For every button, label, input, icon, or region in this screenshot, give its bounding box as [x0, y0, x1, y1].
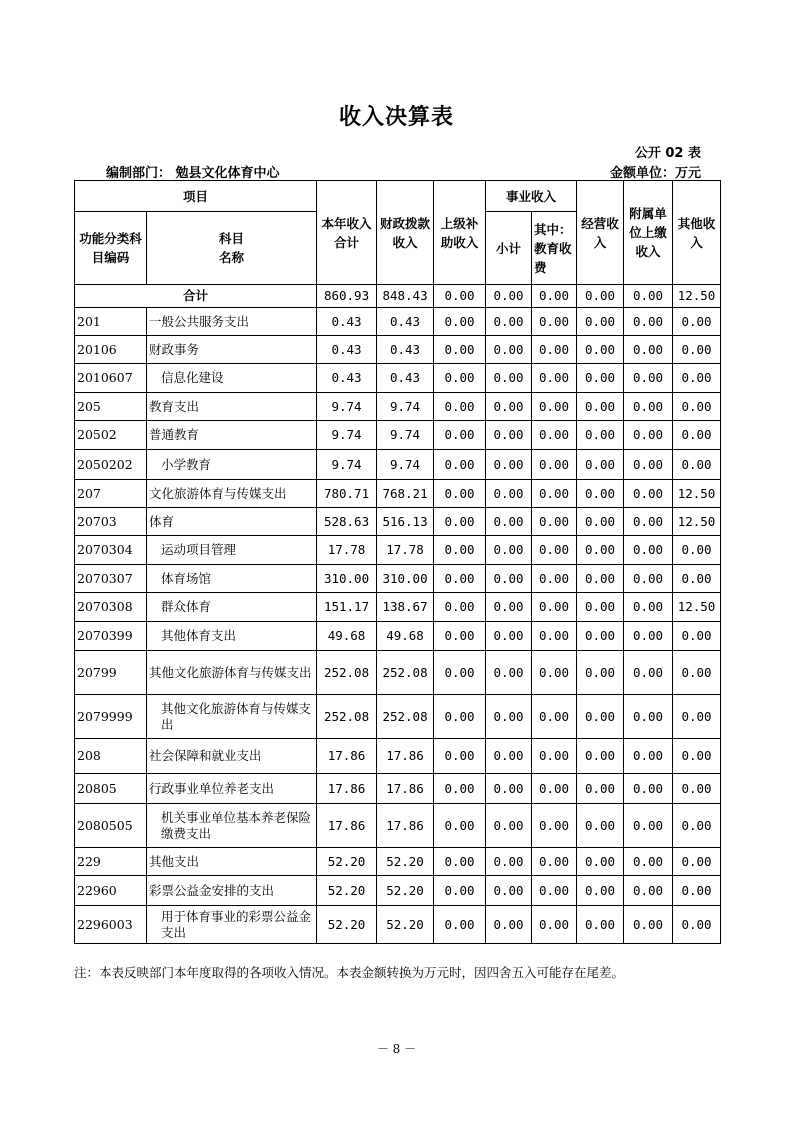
row-subject-name: 群众体育 — [147, 593, 317, 622]
row-subject-name: 机关事业单位基本养老保险缴费支出 — [147, 804, 317, 848]
row-value: 0.00 — [624, 480, 673, 508]
row-code: 201 — [75, 308, 147, 336]
row-subject-name: 文化旅游体育与传媒支出 — [147, 480, 317, 508]
row-value: 252.08 — [317, 651, 377, 695]
table-row — [75, 364, 721, 393]
row-value: 516.13 — [377, 508, 434, 536]
row-value: 9.74 — [317, 393, 377, 421]
department-name: 勉县文化体育中心 — [175, 166, 280, 181]
row-value: 0.00 — [624, 651, 673, 695]
row-value: 0.00 — [434, 565, 486, 593]
row-value: 9.74 — [317, 450, 377, 480]
row-value: 780.71 — [317, 480, 377, 508]
row-value: 0.00 — [624, 695, 673, 739]
row-value: 0.00 — [532, 536, 577, 565]
table-row — [75, 421, 721, 450]
row-value: 52.20 — [377, 906, 434, 944]
row-value: 0.00 — [532, 774, 577, 804]
row-value: 0.00 — [673, 651, 721, 695]
row-code: 2010607 — [75, 364, 147, 393]
row-value: 17.86 — [377, 739, 434, 774]
footnote: 注：本表反映部门本年度取得的各项收入情况。本表金额转换为万元时，因四舍五入可能存在尾差。 — [74, 965, 625, 980]
amount-unit: 金额单位：万元 — [609, 166, 701, 181]
table-row — [75, 393, 721, 421]
row-value: 0.00 — [486, 364, 532, 393]
row-value: 151.17 — [317, 593, 377, 622]
row-value: 0.00 — [434, 421, 486, 450]
row-value: 0.00 — [486, 308, 532, 336]
row-value: 0.00 — [486, 450, 532, 480]
row-value: 17.86 — [317, 804, 377, 848]
row-value: 0.43 — [377, 364, 434, 393]
row-value: 0.00 — [486, 804, 532, 848]
table-row — [75, 774, 721, 804]
department-label: 编制部门： — [106, 166, 172, 181]
row-value: 9.74 — [377, 421, 434, 450]
row-value: 0.00 — [486, 565, 532, 593]
row-value: 310.00 — [317, 565, 377, 593]
total-value: 0.00 — [486, 285, 532, 308]
row-value: 0.00 — [624, 739, 673, 774]
row-value: 0.00 — [673, 739, 721, 774]
row-value: 0.00 — [673, 906, 721, 944]
row-value: 17.86 — [317, 774, 377, 804]
header-subject: 科目 名称 — [147, 212, 317, 285]
row-value: 0.43 — [317, 364, 377, 393]
row-value: 0.00 — [532, 876, 577, 906]
row-value: 0.00 — [673, 876, 721, 906]
row-code: 2050202 — [75, 450, 147, 480]
row-value: 0.00 — [624, 421, 673, 450]
row-value: 0.00 — [486, 421, 532, 450]
row-value: 0.00 — [486, 848, 532, 876]
row-value: 252.08 — [377, 651, 434, 695]
row-value: 0.00 — [434, 364, 486, 393]
row-value: 0.00 — [577, 695, 624, 739]
row-subject-name: 其他文化旅游体育与传媒支出 — [147, 651, 317, 695]
total-label: 合计 — [75, 285, 317, 308]
row-value: 0.00 — [673, 695, 721, 739]
row-value: 0.00 — [624, 364, 673, 393]
row-value: 52.20 — [377, 848, 434, 876]
row-subject-name: 一般公共服务支出 — [147, 308, 317, 336]
row-value: 0.00 — [577, 651, 624, 695]
row-value: 0.00 — [486, 774, 532, 804]
row-value: 0.00 — [577, 906, 624, 944]
row-subject-name: 小学教育 — [147, 450, 317, 480]
row-code: 2070399 — [75, 622, 147, 651]
row-value: 0.00 — [624, 906, 673, 944]
row-value: 0.43 — [317, 336, 377, 364]
row-value: 0.00 — [434, 393, 486, 421]
table-row — [75, 804, 721, 848]
total-value: 0.00 — [624, 285, 673, 308]
row-value: 0.00 — [434, 804, 486, 848]
row-value: 0.00 — [434, 739, 486, 774]
row-code: 22960 — [75, 876, 147, 906]
row-value: 0.00 — [434, 593, 486, 622]
table-header — [75, 181, 721, 285]
row-value: 49.68 — [317, 622, 377, 651]
header-edu-fee: 其中：教育收费 — [532, 212, 577, 285]
header-other: 其他收入 — [673, 181, 721, 285]
row-code: 2080505 — [75, 804, 147, 848]
row-code: 20799 — [75, 651, 147, 695]
department-line — [106, 162, 280, 181]
row-value: 0.00 — [532, 508, 577, 536]
row-value: 0.43 — [317, 308, 377, 336]
row-value: 0.00 — [486, 876, 532, 906]
total-value: 860.93 — [317, 285, 377, 308]
row-value: 0.00 — [673, 336, 721, 364]
row-value: 0.00 — [624, 876, 673, 906]
row-value: 0.00 — [532, 695, 577, 739]
row-value: 0.00 — [577, 308, 624, 336]
row-value: 0.00 — [673, 774, 721, 804]
row-value: 0.00 — [577, 536, 624, 565]
row-value: 0.00 — [577, 804, 624, 848]
row-value: 0.00 — [434, 651, 486, 695]
row-subject-name: 体育场馆 — [147, 565, 317, 593]
header-operating: 经营收入 — [577, 181, 624, 285]
table-row — [75, 565, 721, 593]
total-value: 848.43 — [377, 285, 434, 308]
row-subject-name: 普通教育 — [147, 421, 317, 450]
row-value: 0.00 — [532, 393, 577, 421]
row-code: 2070308 — [75, 593, 147, 622]
row-code: 2070304 — [75, 536, 147, 565]
row-value: 0.00 — [624, 848, 673, 876]
row-value: 0.00 — [624, 804, 673, 848]
row-code: 20502 — [75, 421, 147, 450]
table-row — [75, 651, 721, 695]
row-value: 0.00 — [673, 308, 721, 336]
row-value: 0.00 — [434, 508, 486, 536]
row-value: 0.43 — [377, 308, 434, 336]
row-value: 0.00 — [486, 622, 532, 651]
table-row — [75, 308, 721, 336]
row-value: 0.00 — [434, 450, 486, 480]
row-value: 0.00 — [434, 848, 486, 876]
row-value: 0.00 — [577, 393, 624, 421]
row-value: 0.00 — [624, 622, 673, 651]
row-value: 0.00 — [434, 695, 486, 739]
row-code: 2296003 — [75, 906, 147, 944]
row-code: 2079999 — [75, 695, 147, 739]
row-value: 528.63 — [317, 508, 377, 536]
header-code: 功能分类科目编码 — [75, 212, 147, 285]
row-value: 0.00 — [486, 739, 532, 774]
row-value: 0.00 — [624, 393, 673, 421]
row-value: 0.00 — [434, 906, 486, 944]
row-value: 252.08 — [317, 695, 377, 739]
table-row — [75, 480, 721, 508]
row-value: 0.00 — [577, 774, 624, 804]
table-row — [75, 450, 721, 480]
row-value: 0.00 — [532, 739, 577, 774]
row-code: 2070307 — [75, 565, 147, 593]
row-subject-name: 行政事业单位养老支出 — [147, 774, 317, 804]
row-value: 17.86 — [377, 804, 434, 848]
row-value: 52.20 — [317, 906, 377, 944]
row-subject-name: 用于体育事业的彩票公益金支出 — [147, 906, 317, 944]
table-body — [75, 285, 721, 944]
row-value: 768.21 — [377, 480, 434, 508]
row-value: 0.00 — [624, 536, 673, 565]
page-number: － 8 － — [376, 1042, 417, 1056]
row-value: 0.00 — [532, 622, 577, 651]
row-value: 0.00 — [434, 876, 486, 906]
row-value: 0.00 — [673, 450, 721, 480]
row-value: 0.00 — [486, 508, 532, 536]
row-value: 0.00 — [486, 480, 532, 508]
table-row — [75, 508, 721, 536]
row-value: 52.20 — [377, 876, 434, 906]
row-value: 12.50 — [673, 480, 721, 508]
row-value: 0.00 — [673, 421, 721, 450]
row-value: 0.00 — [577, 565, 624, 593]
row-code: 208 — [75, 739, 147, 774]
row-value: 0.00 — [486, 393, 532, 421]
row-value: 0.00 — [532, 480, 577, 508]
row-value: 0.00 — [486, 906, 532, 944]
row-value: 0.00 — [486, 536, 532, 565]
row-value: 0.00 — [434, 774, 486, 804]
row-subject-name: 教育支出 — [147, 393, 317, 421]
row-value: 310.00 — [377, 565, 434, 593]
row-value: 0.00 — [673, 565, 721, 593]
row-value: 0.00 — [532, 906, 577, 944]
header-affiliated: 附属单位上缴收入 — [624, 181, 673, 285]
row-value: 12.50 — [673, 508, 721, 536]
header-project: 项目 — [75, 181, 317, 212]
header-superior: 上级补助收入 — [434, 181, 486, 285]
row-subject-name: 社会保障和就业支出 — [147, 739, 317, 774]
row-value: 0.00 — [434, 308, 486, 336]
row-value: 0.00 — [624, 336, 673, 364]
row-value: 0.00 — [434, 336, 486, 364]
row-value: 0.00 — [532, 364, 577, 393]
row-value: 52.20 — [317, 876, 377, 906]
row-value: 0.00 — [577, 876, 624, 906]
row-value: 0.43 — [377, 336, 434, 364]
row-value: 0.00 — [532, 593, 577, 622]
table-row — [75, 695, 721, 739]
row-value: 0.00 — [577, 421, 624, 450]
row-code: 20106 — [75, 336, 147, 364]
row-value: 0.00 — [532, 421, 577, 450]
row-subject-name: 彩票公益金安排的支出 — [147, 876, 317, 906]
row-value: 9.74 — [377, 450, 434, 480]
table-row — [75, 906, 721, 944]
row-value: 17.78 — [377, 536, 434, 565]
row-value: 0.00 — [624, 593, 673, 622]
row-subject-name: 信息化建设 — [147, 364, 317, 393]
row-value: 0.00 — [673, 536, 721, 565]
row-value: 0.00 — [673, 848, 721, 876]
header-subtotal: 小计 — [486, 212, 532, 285]
header-total-income: 本年收入合计 — [317, 181, 377, 285]
table-row — [75, 336, 721, 364]
table-row — [75, 536, 721, 565]
table-row — [75, 848, 721, 876]
row-subject-name: 其他文化旅游体育与传媒支出 — [147, 695, 317, 739]
row-value: 0.00 — [577, 480, 624, 508]
row-value: 0.00 — [577, 593, 624, 622]
row-value: 0.00 — [532, 651, 577, 695]
row-value: 0.00 — [434, 536, 486, 565]
row-value: 0.00 — [532, 848, 577, 876]
row-value: 0.00 — [486, 336, 532, 364]
total-value: 12.50 — [673, 285, 721, 308]
row-code: 229 — [75, 848, 147, 876]
row-value: 0.00 — [532, 804, 577, 848]
row-value: 0.00 — [434, 480, 486, 508]
row-value: 0.00 — [577, 848, 624, 876]
total-value: 0.00 — [532, 285, 577, 308]
row-value: 0.00 — [624, 774, 673, 804]
row-value: 0.00 — [673, 622, 721, 651]
row-value: 0.00 — [577, 364, 624, 393]
row-code: 205 — [75, 393, 147, 421]
table-row — [75, 622, 721, 651]
row-value: 9.74 — [377, 393, 434, 421]
row-value: 0.00 — [434, 622, 486, 651]
row-value: 0.00 — [532, 336, 577, 364]
income-table — [74, 180, 721, 944]
table-row — [75, 876, 721, 906]
row-value: 0.00 — [673, 364, 721, 393]
row-value: 0.00 — [673, 393, 721, 421]
row-value: 49.68 — [377, 622, 434, 651]
row-value: 0.00 — [486, 651, 532, 695]
table-row — [75, 593, 721, 622]
row-value: 0.00 — [624, 508, 673, 536]
row-value: 0.00 — [624, 308, 673, 336]
total-row — [75, 285, 721, 308]
row-value: 0.00 — [624, 450, 673, 480]
row-value: 17.78 — [317, 536, 377, 565]
row-value: 138.67 — [377, 593, 434, 622]
row-subject-name: 财政事务 — [147, 336, 317, 364]
header-fiscal: 财政拨款收入 — [377, 181, 434, 285]
row-value: 17.86 — [377, 774, 434, 804]
header-business: 事业收入 — [486, 181, 577, 212]
total-value: 0.00 — [434, 285, 486, 308]
row-value: 9.74 — [317, 421, 377, 450]
row-value: 0.00 — [673, 804, 721, 848]
row-value: 0.00 — [577, 450, 624, 480]
row-value: 0.00 — [486, 695, 532, 739]
row-value: 0.00 — [577, 739, 624, 774]
row-value: 0.00 — [577, 336, 624, 364]
row-value: 0.00 — [624, 565, 673, 593]
row-value: 0.00 — [532, 565, 577, 593]
row-subject-name: 其他体育支出 — [147, 622, 317, 651]
row-value: 0.00 — [486, 593, 532, 622]
table-row — [75, 739, 721, 774]
row-subject-name: 运动项目管理 — [147, 536, 317, 565]
total-value: 0.00 — [577, 285, 624, 308]
row-value: 52.20 — [317, 848, 377, 876]
form-number: 公开 02 表 — [634, 146, 701, 161]
row-value: 12.50 — [673, 593, 721, 622]
row-value: 0.00 — [532, 308, 577, 336]
row-value: 0.00 — [577, 508, 624, 536]
page-title: 收入决算表 — [338, 105, 454, 130]
row-subject-name: 其他支出 — [147, 848, 317, 876]
row-code: 20703 — [75, 508, 147, 536]
row-value: 0.00 — [577, 622, 624, 651]
row-value: 0.00 — [532, 450, 577, 480]
row-code: 207 — [75, 480, 147, 508]
row-value: 252.08 — [377, 695, 434, 739]
row-value: 17.86 — [317, 739, 377, 774]
row-subject-name: 体育 — [147, 508, 317, 536]
row-code: 20805 — [75, 774, 147, 804]
